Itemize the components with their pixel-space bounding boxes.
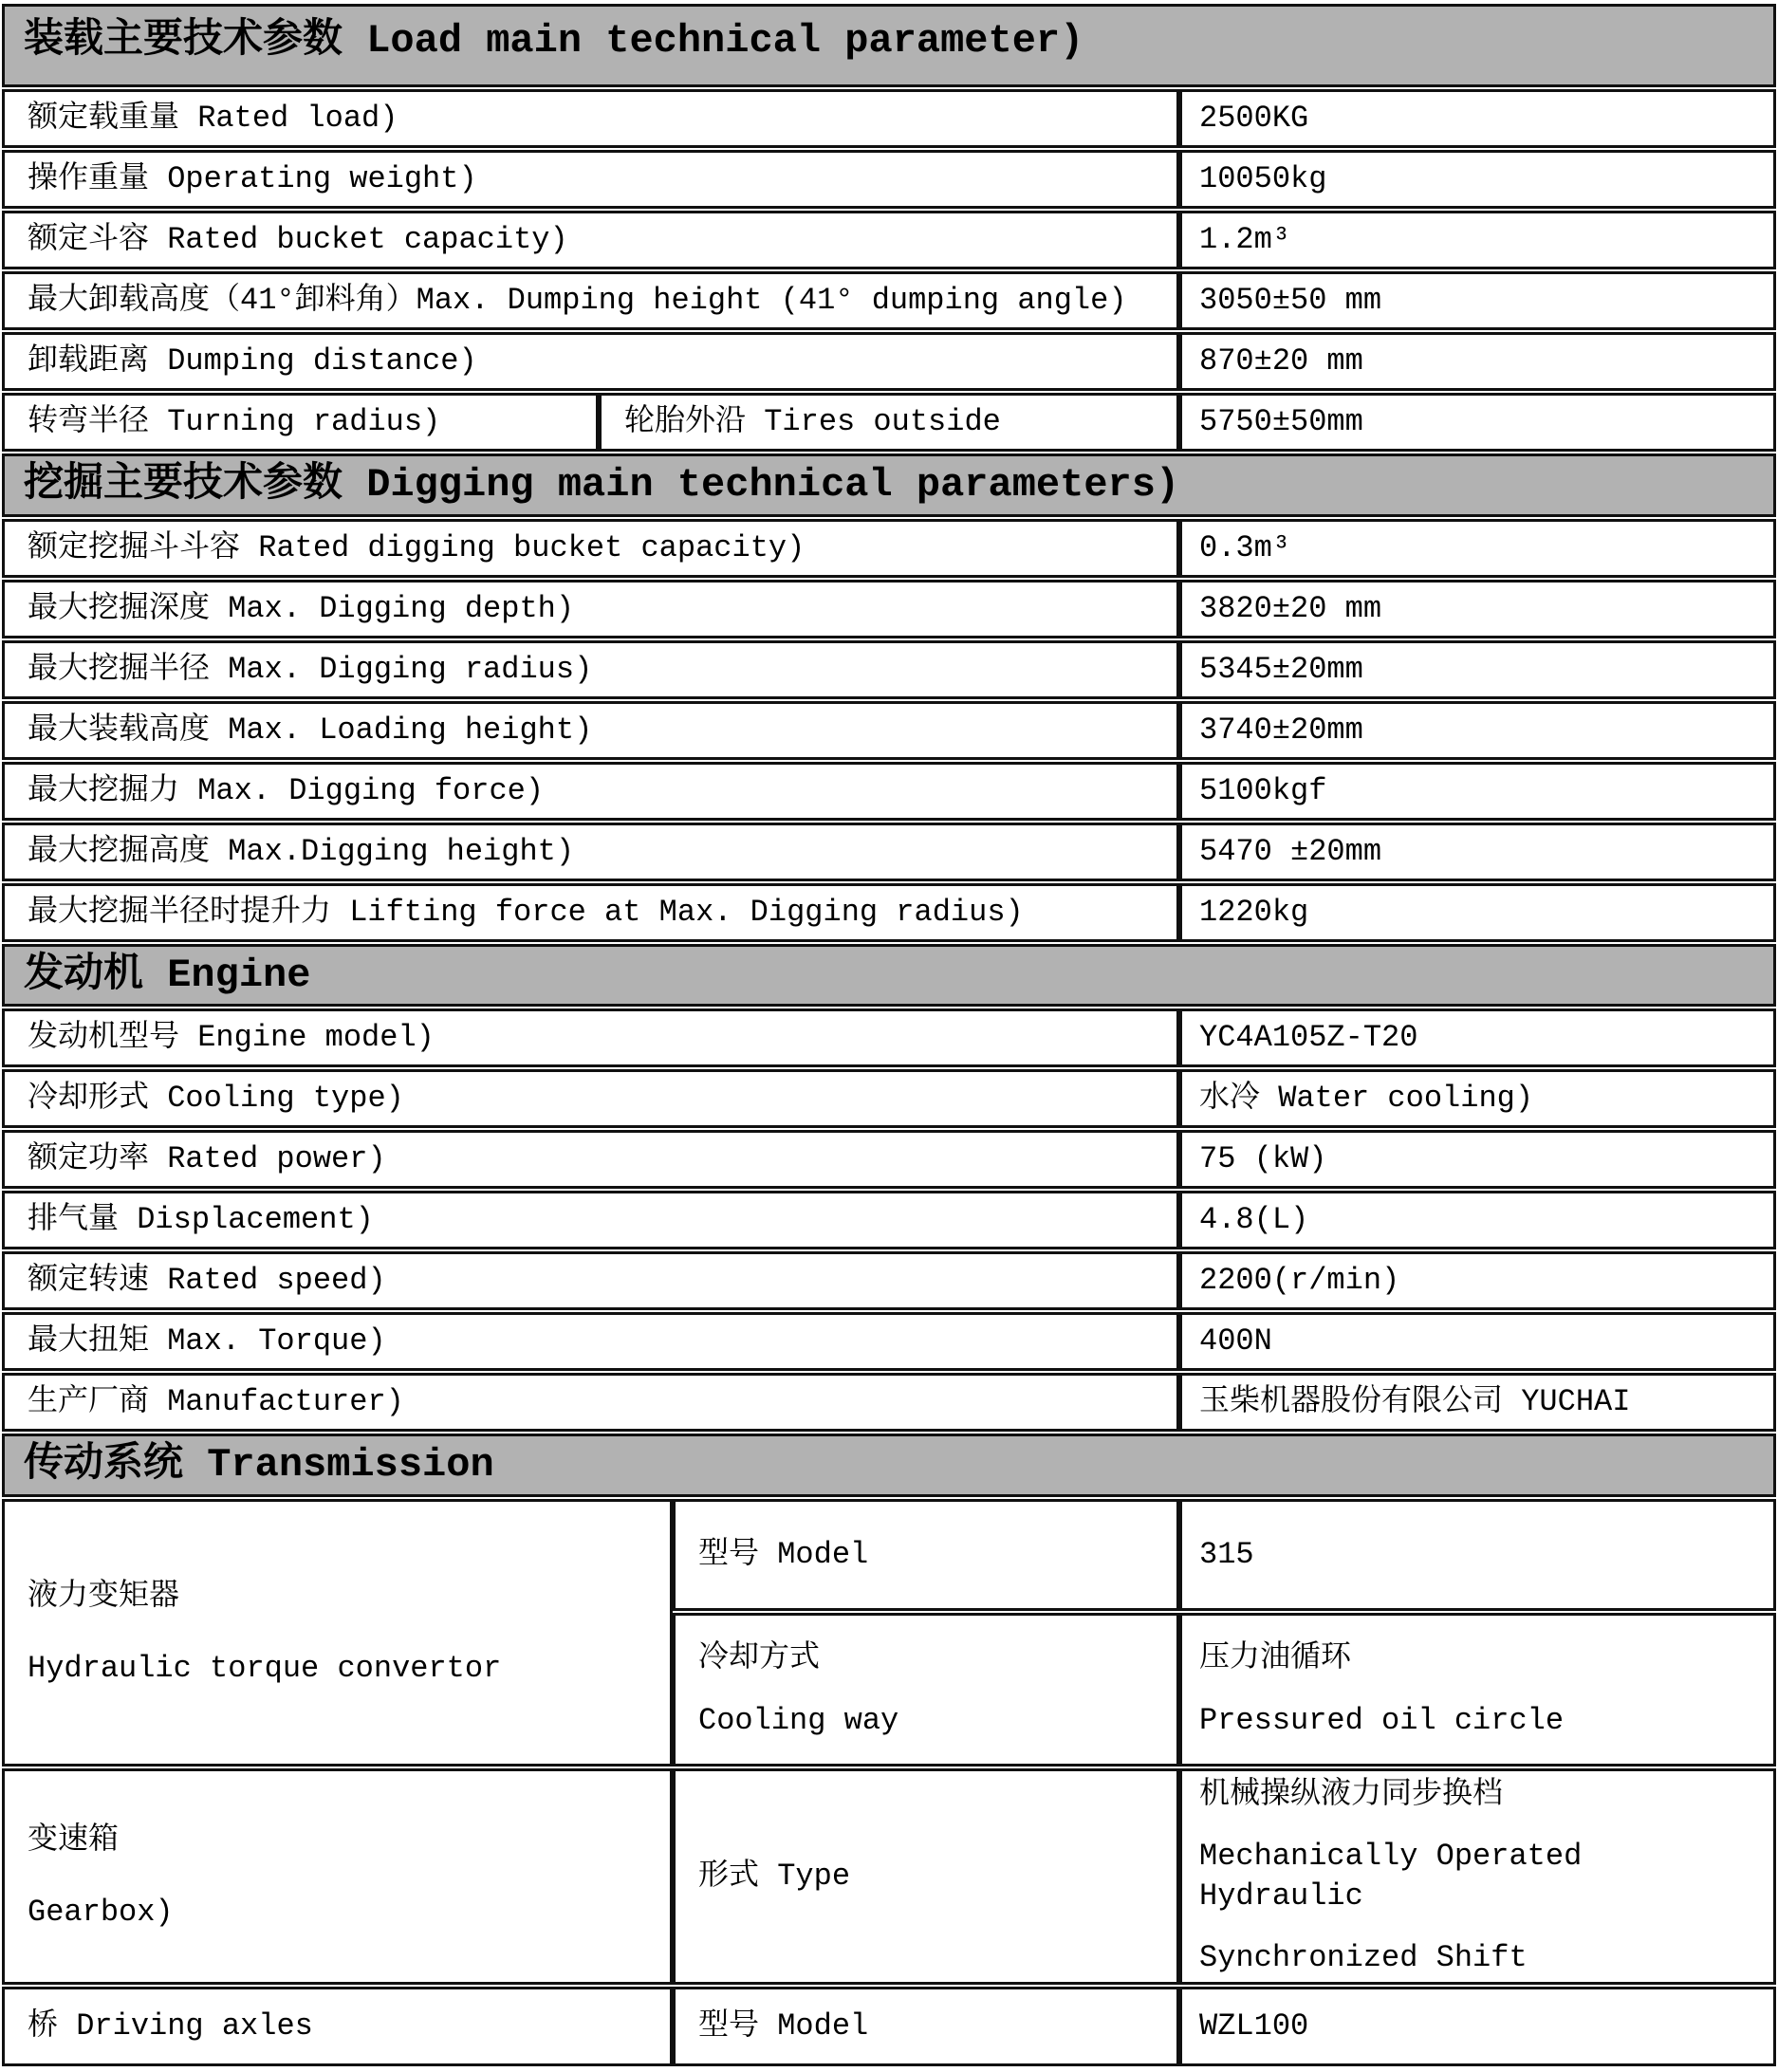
- spec-group-cell: [2, 1768, 673, 1985]
- spec-label-cell: 发动机型号 Engine model): [2, 1008, 1179, 1067]
- spec-value-cell: 3820±20 mm: [1179, 580, 1776, 638]
- spec-value-cell: 5470 ±20mm: [1179, 823, 1776, 881]
- spec-group-cell: [2, 1987, 673, 2066]
- text-line: WZL100: [1199, 2008, 1309, 2044]
- spec-value-cell: 10050kg: [1179, 150, 1776, 209]
- spec-label-cell: 最大扭矩 Max. Torque): [2, 1312, 1179, 1371]
- spec-value-cell: [1179, 1768, 1776, 1985]
- spec-table: [2, 2, 1776, 2068]
- spec-value-cell: 0.3m³: [1179, 519, 1776, 578]
- spec-label-cell: [673, 1499, 1179, 1611]
- spec-label-cell: 生产厂商 Manufacturer): [2, 1373, 1179, 1432]
- spec-label-cell: 最大挖掘高度 Max.Digging height): [2, 823, 1179, 881]
- text-line: Mechanically Operated Hydraulic: [1199, 1839, 1583, 1914]
- text-line: 形式 Type: [698, 1858, 851, 1894]
- spec-value-cell: 水冷 Water cooling): [1179, 1069, 1776, 1128]
- spec-label-cell: 最大挖掘半径时提升力 Lifting force at Max. Digging radius): [2, 883, 1179, 942]
- spec-label-cell: [673, 1987, 1179, 2066]
- spec-value-cell: 870±20 mm: [1179, 332, 1776, 391]
- text-line: 压力油循环: [1199, 1639, 1352, 1675]
- spec-label-cell: 最大挖掘半径 Max. Digging radius): [2, 640, 1179, 699]
- text-line: 桥 Driving axles: [28, 2008, 313, 2044]
- spec-label-cell: 最大装载高度 Max. Loading height): [2, 701, 1179, 760]
- text-line: 冷却方式: [698, 1639, 821, 1675]
- spec-value-cell: 2200(r/min): [1179, 1251, 1776, 1310]
- spec-label-cell: 最大卸载高度（41°卸料角）Max. Dumping height (41° dumping angle): [2, 271, 1179, 330]
- spec-table-body: [2, 4, 1776, 2066]
- spec-value-cell: [1179, 1613, 1776, 1767]
- section-header: 传动系统 Transmission: [2, 1434, 1776, 1497]
- text-line: Synchronized Shift: [1199, 1940, 1528, 1976]
- spec-label-cell: 额定载重量 Rated load): [2, 89, 1179, 148]
- spec-label-cell: 额定功率 Rated power): [2, 1130, 1179, 1189]
- text-line: 型号 Model: [698, 1536, 869, 1572]
- spec-value-cell: 2500KG: [1179, 89, 1776, 148]
- spec-value-cell: YC4A105Z-T20: [1179, 1008, 1776, 1067]
- spec-sublabel-cell: 轮胎外沿 Tires outside: [599, 393, 1179, 452]
- spec-label-cell: 卸载距离 Dumping distance): [2, 332, 1179, 391]
- spec-label-cell: 最大挖掘深度 Max. Digging depth): [2, 580, 1179, 638]
- spec-label-cell: 操作重量 Operating weight): [2, 150, 1179, 209]
- spec-value-cell: 1.2m³: [1179, 211, 1776, 269]
- spec-label-cell: 额定挖掘斗斗容 Rated digging bucket capacity): [2, 519, 1179, 578]
- spec-label-cell: [673, 1613, 1179, 1767]
- text-line: 315: [1199, 1536, 1254, 1572]
- spec-value-cell: 1220kg: [1179, 883, 1776, 942]
- spec-label-cell: [673, 1768, 1179, 1985]
- spec-value-cell: 5345±20mm: [1179, 640, 1776, 699]
- spec-value-cell: 5100kgf: [1179, 762, 1776, 821]
- text-line: Pressured oil circle: [1199, 1702, 1565, 1738]
- spec-label-cell: 冷却形式 Cooling type): [2, 1069, 1179, 1128]
- spec-label-cell: 最大挖掘力 Max. Digging force): [2, 762, 1179, 821]
- section-header: 装载主要技术参数 Load main technical parameter): [2, 4, 1776, 87]
- text-line: Gearbox): [28, 1894, 174, 1930]
- spec-value-cell: 3740±20mm: [1179, 701, 1776, 760]
- spec-label-cell: 转弯半径 Turning radius): [2, 393, 599, 452]
- spec-value-cell: 4.8(L): [1179, 1191, 1776, 1249]
- spec-value-cell: [1179, 1499, 1776, 1611]
- spec-label-cell: 排气量 Displacement): [2, 1191, 1179, 1249]
- spec-value-cell: 75 (kW): [1179, 1130, 1776, 1189]
- text-line: 型号 Model: [698, 2008, 869, 2044]
- spec-value-cell: 5750±50mm: [1179, 393, 1776, 452]
- text-line: Cooling way: [698, 1702, 899, 1738]
- spec-value-cell: 玉柴机器股份有限公司 YUCHAI: [1179, 1373, 1776, 1432]
- section-header: 挖掘主要技术参数 Digging main technical parameters): [2, 453, 1776, 517]
- spec-value-cell: 400N: [1179, 1312, 1776, 1371]
- spec-group-cell: [2, 1499, 673, 1767]
- spec-value-cell: 3050±50 mm: [1179, 271, 1776, 330]
- section-header: 发动机 Engine: [2, 944, 1776, 1008]
- text-line: Hydraulic torque convertor: [28, 1650, 502, 1686]
- text-line: 液力变矩器: [28, 1578, 180, 1614]
- spec-label-cell: 额定斗容 Rated bucket capacity): [2, 211, 1179, 269]
- text-line: 变速箱: [28, 1822, 120, 1859]
- spec-value-cell: [1179, 1987, 1776, 2066]
- spec-label-cell: 额定转速 Rated speed): [2, 1251, 1179, 1310]
- text-line: 机械操纵液力同步换档: [1199, 1776, 1504, 1812]
